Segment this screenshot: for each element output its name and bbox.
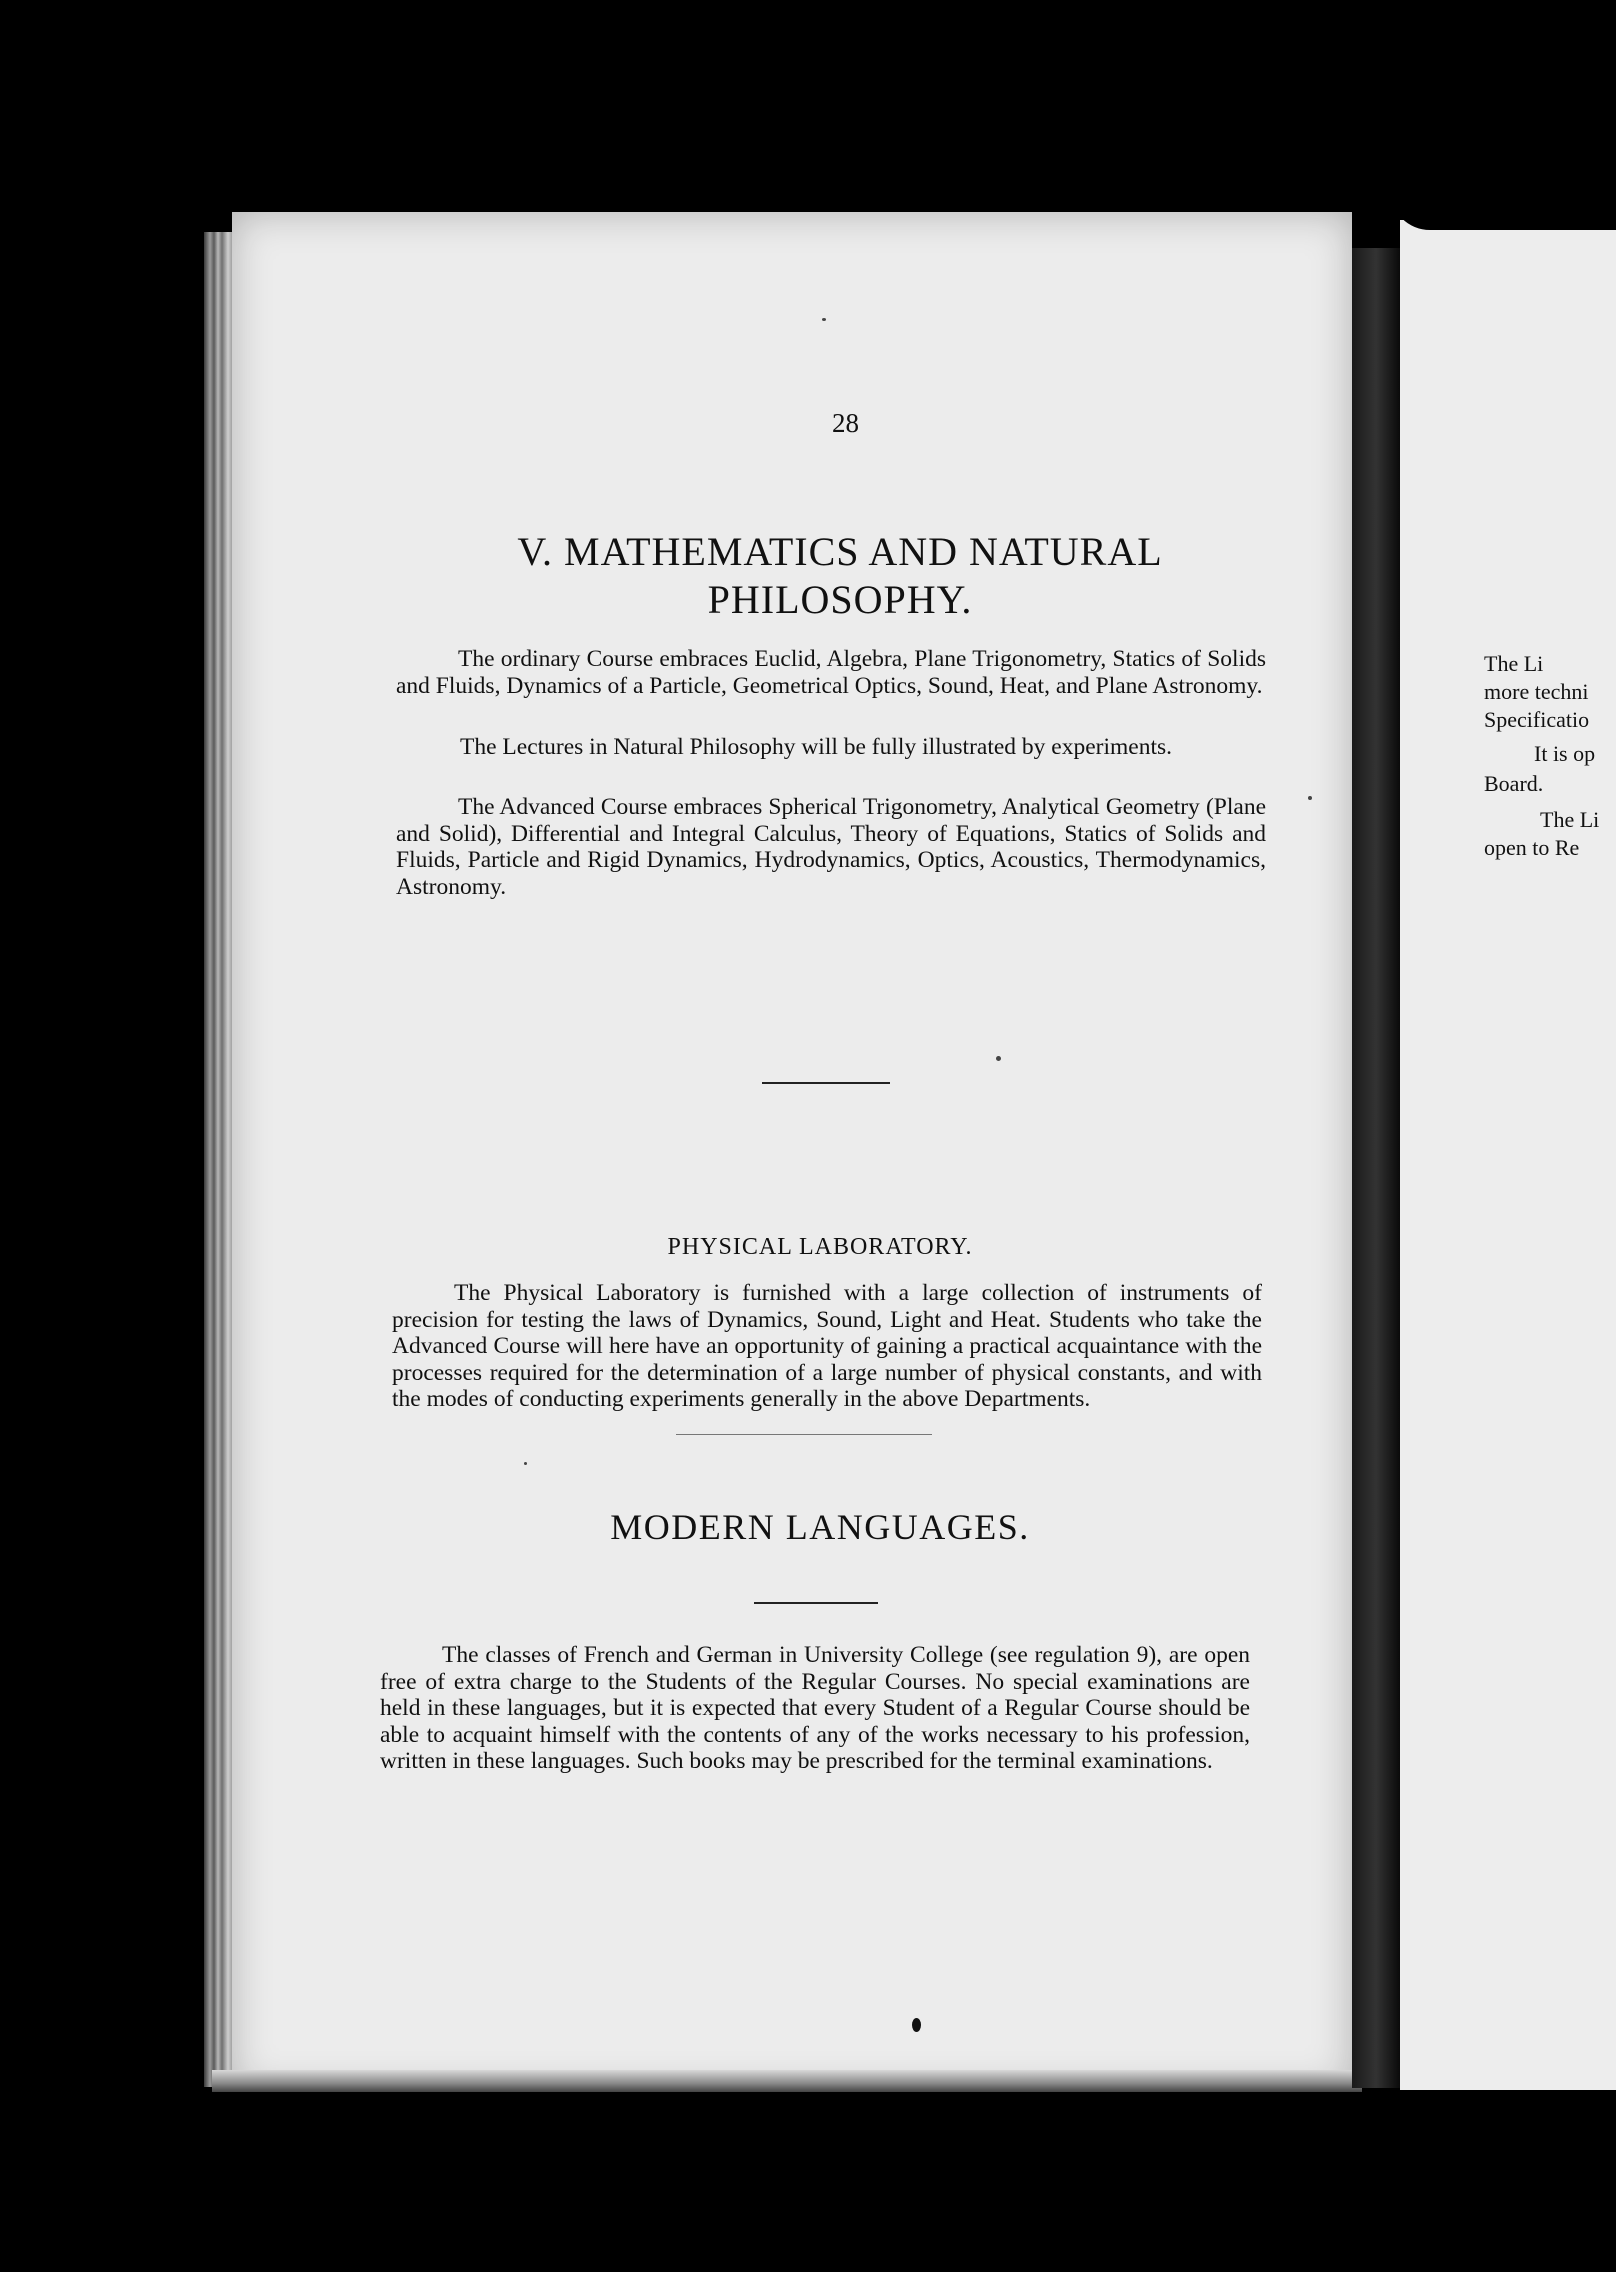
- right-page-line-6: The Li: [1540, 807, 1600, 832]
- right-page-line-5: Board.: [1484, 771, 1544, 796]
- dust-speck: [996, 1056, 1001, 1061]
- languages-paragraph-text: The classes of French and German in University College (see regulation 9), are open free of extra charge to the Students of the Regular Courses. No special examinations are held in these languages, but it is expected that every Student of a Regular Course should be able to acquaint himself with the contents of any of the works necessary to his profession, written in these languages. Such books may be prescribed for the terminal examinations.: [380, 1642, 1250, 1774]
- dust-speck: [524, 1462, 527, 1465]
- lab-paragraph-text: The Physical Laboratory is furnished with a large collection of instruments of precision for testing the laws of Dynamics, Sound, Light and Heat. Students who take the Advanced Course will here have an opportunity of gaining a practical acquaintance with the processes required for the determination of a large number of physical constants, and with the modes of conducting experiments generally in the above Departments.: [392, 1280, 1262, 1412]
- languages-paragraph: [380, 1642, 1250, 1775]
- right-page-line-1: The Li: [1484, 651, 1544, 676]
- right-page-line-4: It is op: [1534, 741, 1596, 766]
- math-paragraph-ordinary-text: The ordinary Course embraces Euclid, Algebra, Plane Trigonometry, Statics of Solids and Fluids, Dynamics of a Particle, Geometrical Optics, Sound, Heat, and Plane Astronomy.: [396, 646, 1266, 699]
- ink-mark: [912, 2018, 921, 2032]
- right-page-corner-shadow: [1390, 190, 1616, 230]
- page-bottom-edge: [212, 2070, 1362, 2092]
- dust-speck: [1308, 796, 1312, 800]
- math-paragraph-advanced-text: The Advanced Course embraces Spherical Trigonometry, Analytical Geometry (Plane and Solid), Differential and Integral Calculus, Theory of Equations, Statics of Solids and Fluids, Particle and Rigid Dynamics, Hydrodynamics, Optics, Acoustics, Thermodynamics, Astronomy.: [396, 794, 1266, 900]
- right-page: [1400, 220, 1616, 2090]
- book-gutter: [1352, 248, 1400, 2088]
- section-divider-rule: [762, 1082, 890, 1084]
- lab-paragraph: [392, 1280, 1262, 1413]
- right-page-line-7: open to Re: [1484, 835, 1580, 860]
- right-page-line-3: Specificatio: [1484, 707, 1590, 732]
- section-heading-physical-laboratory: PHYSICAL LABORATORY.: [667, 1234, 973, 1260]
- section-heading-modern-languages: MODERN LANGUAGES.: [610, 1507, 1030, 1547]
- math-paragraph-lectures-text: The Lectures in Natural Philosophy will be fully illustrated by experiments.: [460, 734, 1173, 760]
- heading-line-2: PHILOSOPHY.: [707, 577, 973, 622]
- section-heading-mathematics: [400, 528, 1280, 624]
- right-page-line-2: more techni: [1484, 679, 1589, 704]
- page-number: 28: [832, 408, 859, 438]
- math-paragraph-ordinary: [396, 646, 1266, 699]
- dust-speck: [822, 318, 826, 321]
- math-paragraph-advanced: [396, 794, 1266, 900]
- left-page: [232, 212, 1352, 2092]
- section-divider-rule-faint: [676, 1434, 932, 1435]
- heading-underline-rule: [754, 1602, 878, 1604]
- heading-line-1: V. MATHEMATICS AND NATURAL: [517, 529, 1163, 574]
- math-paragraph-lectures: [398, 734, 1268, 761]
